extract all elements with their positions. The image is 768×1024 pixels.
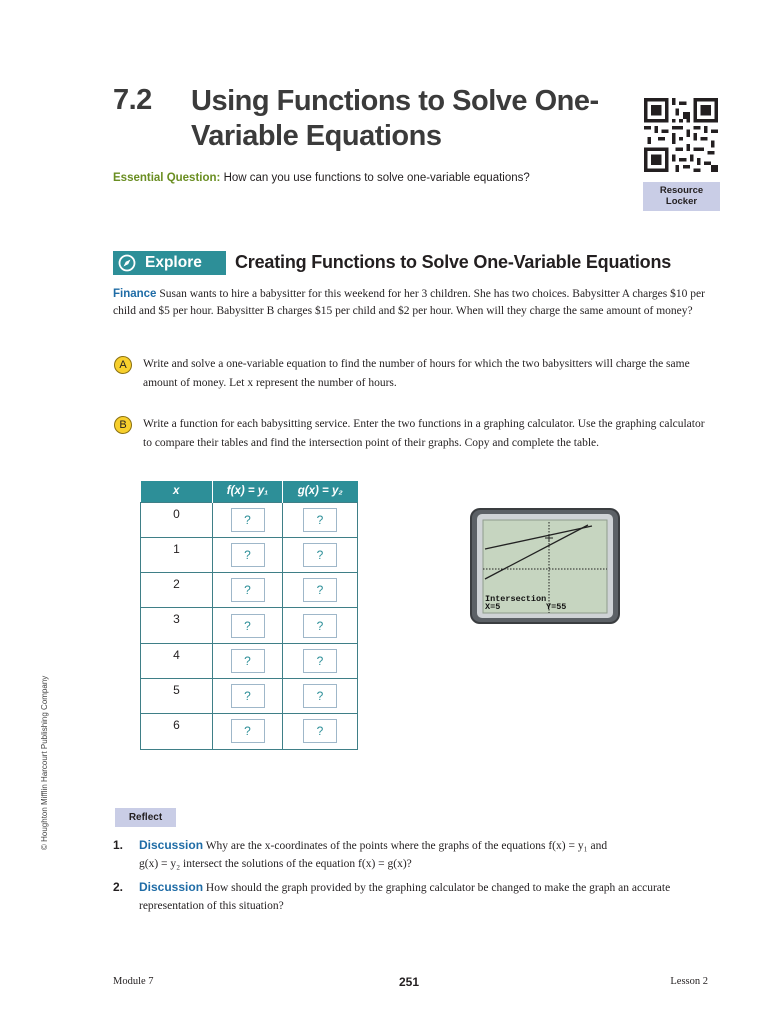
column-header-f: f(x) = y₁ (213, 481, 283, 502)
f-value-cell (213, 537, 283, 572)
f-value-cell (213, 643, 283, 678)
question-1-text: Why are the x-coordinates of the points where the graphs of the equations f(x) = y₁ and g(x) = y₂ intersect the solutions of the equation f(x) = g(x)? (139, 840, 608, 870)
step-b-badge: B (114, 416, 132, 434)
answer-input[interactable]: ? (231, 684, 265, 708)
x-value-cell: 5 (141, 678, 213, 713)
x-value-cell: 6 (141, 714, 213, 749)
table-row (141, 537, 358, 572)
calculator-x-readout: X=5 (485, 602, 501, 612)
g-value-cell (283, 573, 358, 608)
question-1 (139, 836, 609, 873)
answer-input[interactable]: ? (231, 649, 265, 673)
answer-input[interactable]: ? (303, 614, 337, 638)
essential-question-text: How can you use functions to solve one-variable equations? (223, 172, 530, 184)
x-value-cell: 3 (141, 608, 213, 643)
answer-input[interactable]: ? (303, 578, 337, 602)
graphing-calculator-screen (470, 508, 620, 624)
question-2-label: Discussion (139, 880, 204, 894)
question-1-number: 1. (113, 838, 124, 852)
answer-input[interactable]: ? (303, 543, 337, 567)
answer-input[interactable]: ? (231, 719, 265, 743)
footer-module: Module 7 (113, 976, 154, 987)
explore-label: Explore (145, 254, 202, 271)
g-value-cell (283, 502, 358, 537)
answer-input[interactable]: ? (303, 508, 337, 532)
finance-paragraph (113, 286, 709, 319)
table-row (141, 643, 358, 678)
f-value-cell (213, 502, 283, 537)
qr-code-icon[interactable] (644, 98, 718, 172)
lesson-title: Using Functions to Solve One-Variable Equations (191, 85, 599, 152)
f-value-cell (213, 608, 283, 643)
answer-input[interactable]: ? (303, 684, 337, 708)
step-a-badge: A (114, 356, 132, 374)
calculator-y-readout: Y=55 (546, 602, 567, 612)
values-table (140, 481, 358, 750)
table-row (141, 573, 358, 608)
answer-input[interactable]: ? (231, 543, 265, 567)
g-value-cell (283, 714, 358, 749)
x-value-cell: 4 (141, 643, 213, 678)
copyright-credit: © Houghton Mifflin Harcourt Publishing Company (40, 675, 49, 850)
step-b-text: Write a function for each babysitting service. Enter the two functions in a graphing calculator. Use the graphing calculator to compare their tables and find the intersection point of their graphs. Copy and complete the table. (143, 418, 705, 449)
table-row (141, 678, 358, 713)
reflect-tag: Reflect (115, 808, 176, 827)
g-value-cell (283, 678, 358, 713)
question-1-label: Discussion (139, 838, 204, 852)
table-row (141, 714, 358, 749)
finance-text: Susan wants to hire a babysitter for this weekend for her 3 children. She has two choices. Babysitter A charges $10 per child and $5 per hour. Babysitter B charges $15 per child and $2 per hour. When will they charge the same amount of money? (113, 288, 705, 317)
g-value-cell (283, 608, 358, 643)
column-header-g: g(x) = y₂ (283, 481, 358, 502)
x-value-cell: 1 (141, 537, 213, 572)
x-value-cell: 0 (141, 502, 213, 537)
compass-icon (118, 254, 136, 272)
column-header-x: x (141, 481, 213, 502)
table-header-row (141, 481, 358, 502)
calculator-intersection-label: Intersection (485, 594, 547, 604)
answer-input[interactable]: ? (303, 719, 337, 743)
essential-question-label: Essential Question: (113, 172, 221, 184)
step-a-text: Write and solve a one-variable equation to find the number of hours for which the two babysitters will charge the same amount of money. Let x represent the number of hours. (143, 358, 690, 389)
g-value-cell (283, 537, 358, 572)
f-value-cell (213, 714, 283, 749)
answer-input[interactable]: ? (303, 649, 337, 673)
table-row (141, 502, 358, 537)
question-2-text: How should the graph provided by the graphing calculator be changed to make the graph an accurate representation of this situation? (139, 882, 671, 912)
answer-input[interactable]: ? (231, 614, 265, 638)
essential-question (113, 172, 530, 184)
x-value-cell: 2 (141, 573, 213, 608)
resource-locker-button[interactable]: Resource Locker (643, 182, 720, 211)
finance-label: Finance (113, 288, 157, 300)
explore-heading: Creating Functions to Solve One-Variable Equations (235, 252, 672, 272)
question-2 (139, 878, 709, 915)
f-value-cell (213, 573, 283, 608)
explore-tag (113, 251, 226, 275)
table-row (141, 608, 358, 643)
f-value-cell (213, 678, 283, 713)
footer-page-number: 251 (399, 975, 420, 989)
g-value-cell (283, 643, 358, 678)
lesson-number: 7.2 (113, 84, 152, 116)
answer-input[interactable]: ? (231, 508, 265, 532)
answer-input[interactable]: ? (231, 578, 265, 602)
question-2-number: 2. (113, 880, 124, 894)
footer-lesson: Lesson 2 (670, 976, 708, 987)
